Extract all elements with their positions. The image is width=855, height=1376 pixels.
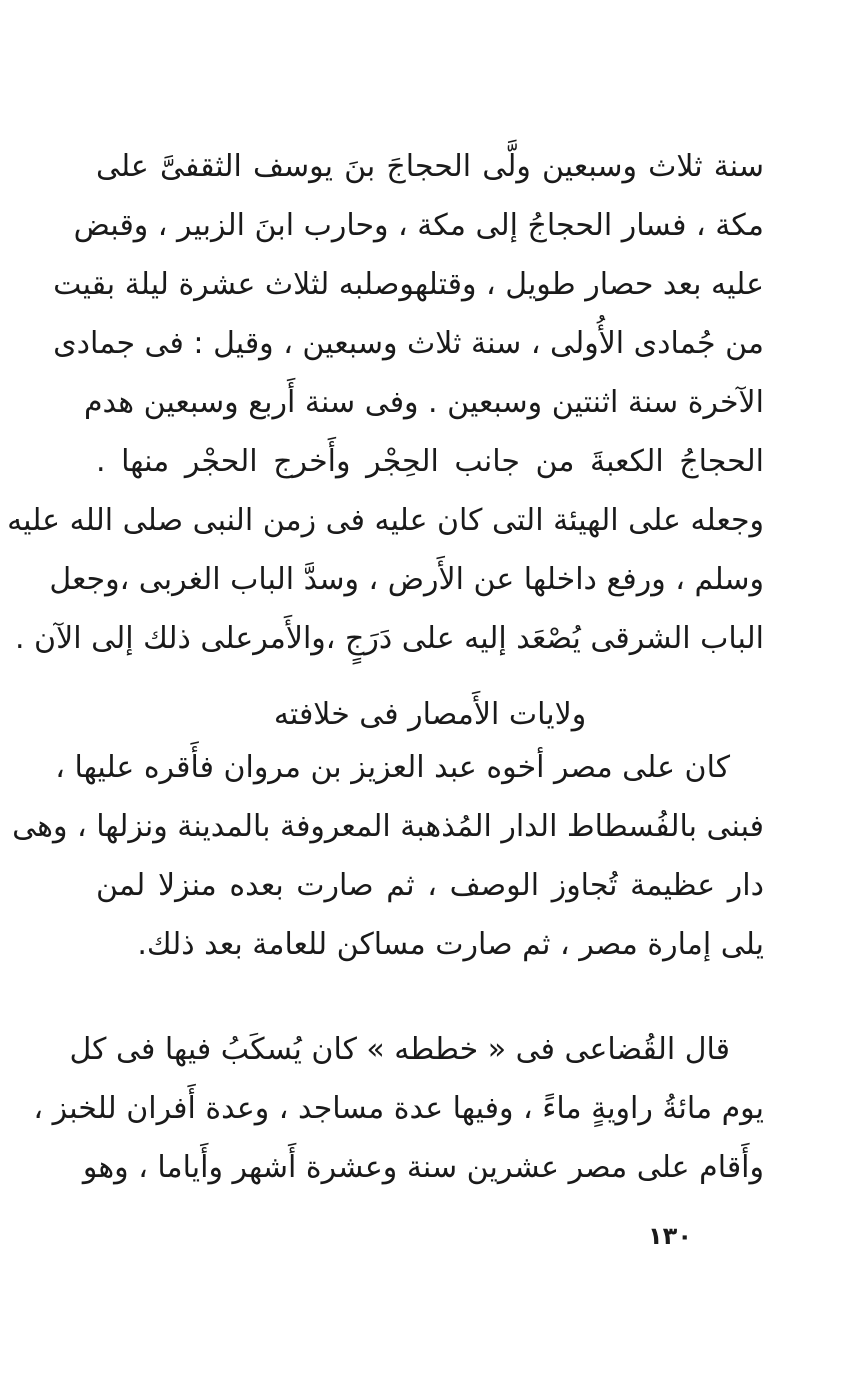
text-line: الآخرة سنة اثنتين وسبعين . وفى سنة أَربع وسبعين هدم: [83, 385, 764, 420]
text-line: يوم مائةُ راويةٍ ماءً ، وفيها عدة مساجد ، وعدة أَفران للخبز ،: [33, 1091, 764, 1126]
text-line: كان على مصر أخوه عبد العزيز بن مروان فأَقره عليها ،: [55, 750, 730, 785]
text-line: دار عظيمة تُجاوز الوصف ، ثم صارت بعده منزلا لمن: [96, 868, 764, 903]
text-line: يلى إمارة مصر ، ثم صارت مساكن للعامة بعد ذلك.: [137, 927, 764, 962]
text-line: عليه بعد حصار طويل ، وقتلهوصلبه لثلاث عشرة ليلة بقيت: [53, 267, 764, 302]
paragraph-2: [12, 738, 764, 974]
text-line: قال القُضاعى فى « خططه » كان يُسكَبُ فيها فى كل: [69, 1032, 730, 1067]
paragraph-3: [33, 1020, 764, 1197]
text-line: الباب الشرقى يُصْعَد إليه على دَرَجٍ ،والأَمرعلى ذلك إلى الآن .: [14, 621, 764, 656]
text-line: الحجاجُ الكعبةَ من جانب الحِجْر وأَخرج الحجْر منها .: [96, 444, 764, 479]
paragraph-1: [7, 137, 764, 668]
text-line: سنة ثلاث وسبعين ولَّى الحجاجَ بنَ يوسف الثقفىَّ على: [96, 149, 764, 184]
text-line: وسلم ، ورفع داخلها عن الأَرض ، وسدَّ الباب الغربى ،وجعل: [49, 562, 764, 597]
text-line: مكة ، فسار الحجاجُ إلى مكة ، وحارب ابنَ الزبير ، وقبض: [73, 208, 764, 243]
text-line: وجعله على الهيئة التى كان عليه فى زمن النبى صلى الله عليه: [7, 503, 764, 538]
section-heading: ولايات الأَمصار فى خلافته: [273, 697, 587, 732]
page-number: ١٣٠: [648, 1222, 692, 1250]
text-line: وأَقام على مصر عشرين سنة وعشرة أَشهر وأَياما ، وهو: [82, 1150, 764, 1185]
text-line: فبنى بالفُسطاط الدار المُذهبة المعروفة بالمدينة ونزلها ، وهى: [12, 809, 764, 844]
text-line: من جُمادى الأُولى ، سنة ثلاث وسبعين ، وقيل : فى جمادى: [53, 326, 764, 361]
